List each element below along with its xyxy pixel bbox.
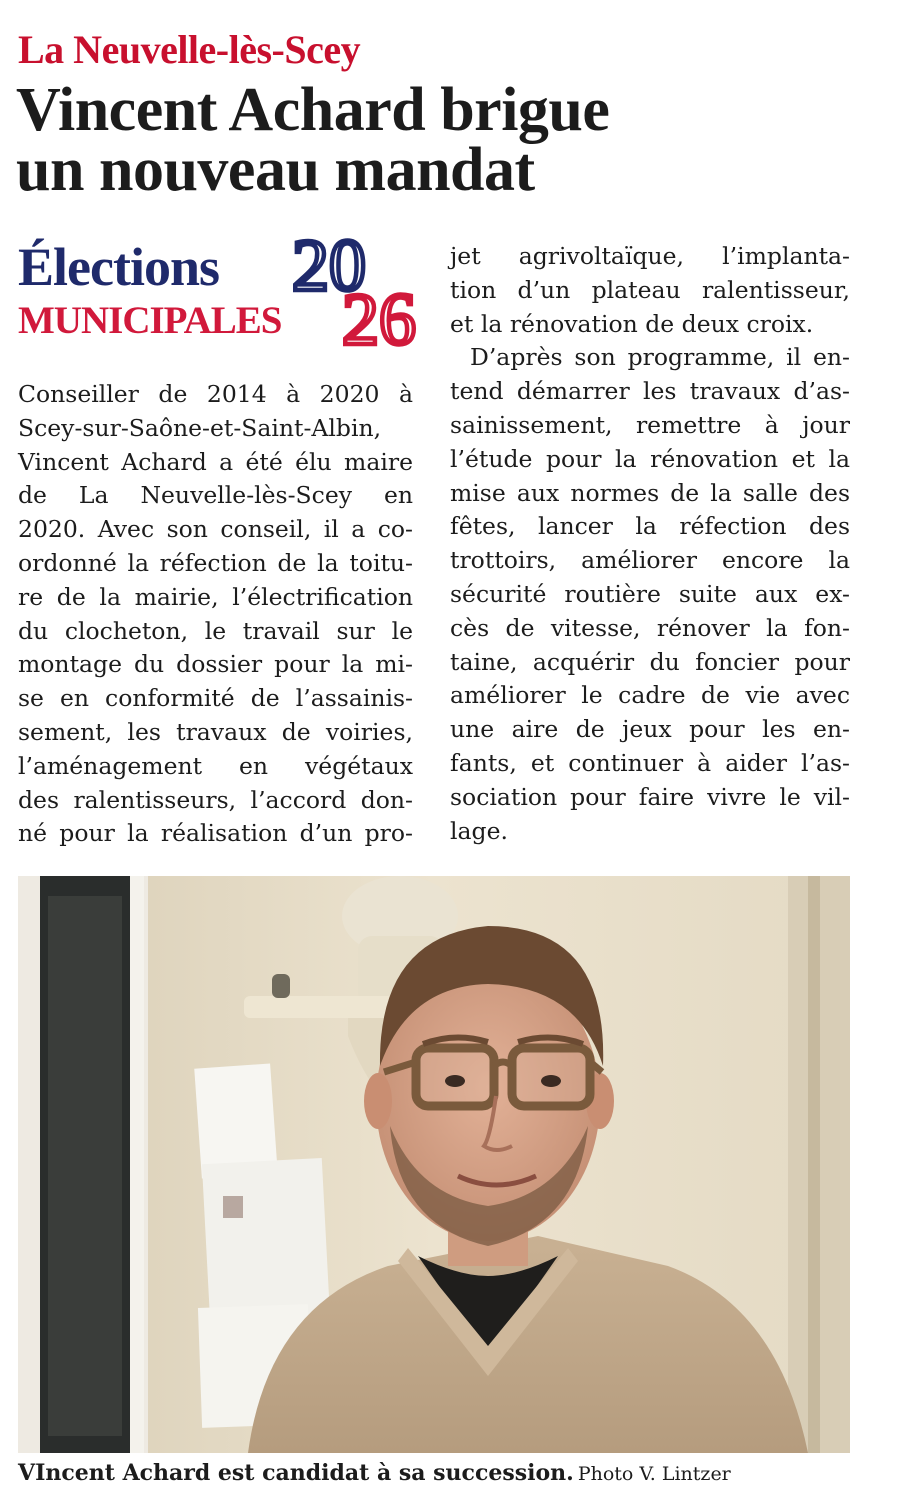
logo-year-bottom: 26 [342,279,416,356]
logo-year-top: 20 [292,232,366,307]
text-line: trottoirs, améliorer encore la [450,546,850,575]
article-column-left [18,378,413,851]
logo-year-graphic [290,232,430,356]
text-line: fêtes, lancer la réfection des [450,512,850,541]
text-line: cès de vitesse, rénover la fon- [450,613,850,642]
text-line: sécurité routière suite aux ex- [450,579,850,608]
text-line: tion d’un plateau ralentisseur, [450,275,850,304]
text-line: D’après son programme, il en- [470,343,850,372]
text-line: du clocheton, le travail sur le [18,616,413,645]
headline-line: Vincent Achard brigue [16,76,610,144]
text-line: tend démarrer les travaux d’as- [450,377,850,406]
text-line: 2020. Avec son conseil, il a co- [18,515,413,544]
text-line: jet agrivoltaïque, l’implanta- [450,242,850,270]
text-line: se en conformité de l’assainis- [18,684,413,713]
portrait-photo [18,876,850,1453]
text-line: Scey-sur-Saône-et-Saint-Albin, [18,413,382,442]
text-line: mise aux normes de la salle des [450,478,850,507]
text-line: sement, les travaux de voiries, [18,717,413,746]
text-line: Conseiller de 2014 à 2020 à [18,380,413,408]
logo-municipales-word: MUNICIPALES [18,299,282,342]
article-column-right [450,240,850,848]
text-line: sainissement, remettre à jour [450,410,850,439]
headline [16,76,886,204]
portrait-illustration [18,876,850,1453]
text-line: lage. [450,816,508,845]
logo-elections-word: Élections [18,237,219,297]
text-line: re de la mairie, l’électrification [18,582,413,611]
text-line: fants, et continuer à aider l’as- [450,748,850,777]
text-line: et la rénovation de deux croix. [450,309,814,338]
photo-credit: Photo V. Lintzer [577,1463,731,1485]
text-line: montage du dossier pour la mi- [18,650,413,679]
text-line: ordonné la réfection de la toitu- [18,548,413,577]
text-line: améliorer le cadre de vie avec [450,681,850,710]
photo-caption [18,1460,731,1486]
text-line: l’aménagement en végétaux [18,751,413,780]
text-line: né pour la réalisation d’un pro- [18,819,413,848]
text-line: des ralentisseurs, l’accord don- [18,785,413,814]
text-line: taine, acquérir du foncier pour [450,647,850,676]
text-line: sociation pour faire vivre le vil- [450,782,850,811]
text-line: Vincent Achard a été élu maire [18,447,413,476]
text-line: une aire de jeux pour les en- [450,715,850,744]
section-kicker: La Neuvelle-lès-Scey [18,27,361,72]
headline-line: un nouveau mandat [16,136,535,204]
elections-2026-logo [18,232,428,356]
text-line: l’étude pour la rénovation et la [450,444,850,473]
caption-text: VIncent Achard est candidat à sa succession. [18,1460,574,1486]
text-line: de La Neuvelle-lès-Scey en [18,481,413,510]
